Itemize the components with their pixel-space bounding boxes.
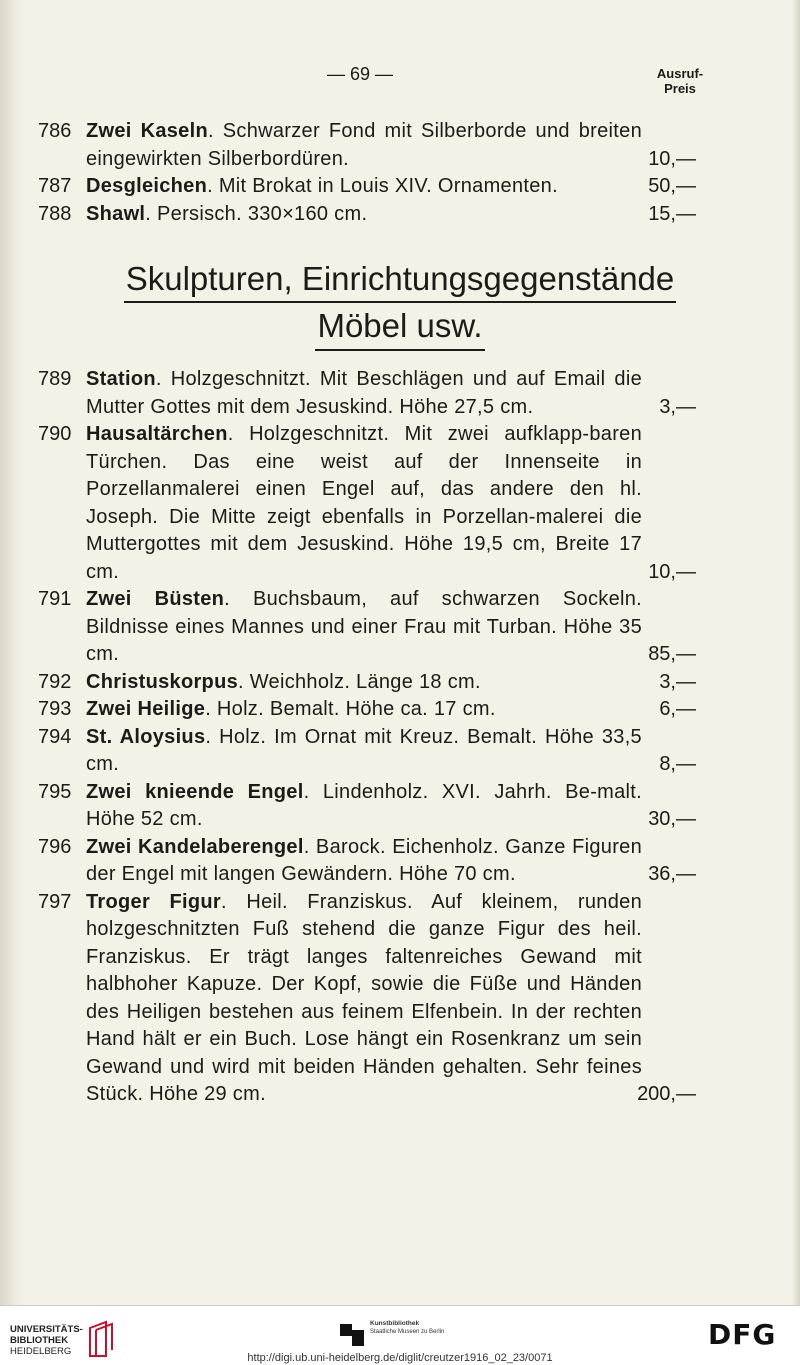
- catalog-entry: [0, 173, 800, 201]
- entry-description: . Holzgeschnitzt. Mit Beschlägen und auf Email die Mutter Gottes mit dem Jesuskind. Höhe 27,5 cm.: [86, 368, 642, 418]
- entry-price: 30,—: [648, 808, 696, 830]
- entry-name: Zwei Büsten: [86, 588, 225, 610]
- entry-name: Desgleichen: [86, 175, 208, 197]
- entry-text: [86, 834, 642, 889]
- entry-price: 200,—: [637, 1083, 696, 1105]
- entry-description: . Holzgeschnitzt. Mit zwei aufklapp-baren Türchen. Das eine weist auf der Innenseite in Porzellanmalerei einen Engel auf, das andere den hl. Joseph. Die Mitte zeigt ebenfalls in Porzellan-malerei die Muttergottes mit dem Jesuskind. Höhe 19,5 cm, Breite 17 cm.: [86, 423, 642, 583]
- entry-name: Shawl: [86, 202, 146, 225]
- entries-main: [0, 366, 800, 1109]
- entry-number: 791: [38, 588, 72, 610]
- page-number: — 69 —: [326, 64, 394, 84]
- entry-number: 794: [38, 725, 72, 748]
- entry-number: 792: [38, 670, 72, 693]
- catalog-entry: [0, 201, 800, 229]
- entry-text: [86, 779, 642, 834]
- entry-name: Christuskorpus: [86, 670, 239, 693]
- entry-name: Zwei Kaseln: [86, 120, 208, 142]
- entry-price: 85,—: [648, 643, 696, 665]
- kunstbibliothek-logo[interactable]: [340, 1318, 480, 1348]
- price-header-line-2: Preis: [664, 81, 696, 96]
- kb-line-1: Kunstbibliothek: [370, 1320, 420, 1327]
- entry-description: . Buchsbaum, auf schwarzen Sockeln. Bildnisse eines Mannes und einer Frau mit Turban. Höhe 35 cm.: [86, 588, 643, 665]
- catalog-entry: [0, 834, 800, 889]
- entry-description: . Holz. Bemalt. Höhe ca. 17 cm.: [205, 698, 496, 720]
- entry-name: St. Aloysius: [86, 725, 206, 748]
- entry-description: . Persisch. 330×160 cm.: [145, 202, 368, 225]
- entry-price: 3,—: [659, 395, 696, 418]
- catalog-entry: [0, 366, 800, 421]
- entry-text: [86, 173, 642, 201]
- price-column-header: [620, 66, 740, 96]
- entry-name: Station: [86, 368, 156, 390]
- entry-name: Troger Figur: [86, 890, 221, 913]
- entry-text: [86, 366, 642, 421]
- entry-text: [86, 421, 642, 586]
- catalog-entry: [0, 889, 800, 1109]
- uni-line-2: BIBLIOTHEK: [10, 1335, 69, 1346]
- catalog-entry: [0, 421, 800, 586]
- entries-top: [0, 118, 800, 228]
- entry-price: 50,—: [648, 175, 696, 197]
- entry-number: 787: [38, 175, 72, 197]
- entry-price: 36,—: [648, 863, 696, 885]
- section-heading: [0, 260, 800, 351]
- entry-number: 786: [38, 120, 72, 142]
- entry-text: [86, 696, 642, 724]
- permalink-url[interactable]: http://digi.ub.uni-heidelberg.de/diglit/creutzer1916_02_23/0071: [247, 1352, 553, 1364]
- price-header-line-1: Ausruf-: [656, 66, 704, 81]
- uni-line-1: UNIVERSITÄTS-: [10, 1324, 83, 1335]
- entry-description: . Heil. Franziskus. Auf kleinem, runden holzgeschnitzten Fuß stehend die ganze Figur des heil. Franziskus. Er trägt langes faltenreiches Gewand mit halbhoher Kapuze. Der Kopf, sowie die Füße und Händen des Heiligen bestehen aus feinem Elfenbein. In der rechten Hand hält er ein Buch. Lose hängt ein Rosenkranz um sein Gewand und wird mit beiden Händen gehalten. Sehr feines Stück. Höhe 29 cm.: [86, 890, 642, 1105]
- entry-number: 793: [38, 698, 72, 720]
- entry-text: [86, 118, 642, 173]
- entry-number: 790: [38, 423, 72, 445]
- entry-price: 15,—: [648, 202, 696, 225]
- dfg-logo[interactable]: DFG: [708, 1318, 777, 1351]
- entry-number: 795: [38, 780, 72, 803]
- kb-line-2: Staatliche Museen zu Berlin: [370, 1329, 445, 1335]
- entry-number: 788: [38, 202, 72, 225]
- entry-description: . Holz. Im Ornat mit Kreuz. Bemalt. Höhe 33,5 cm.: [86, 725, 642, 775]
- entry-description: . Barock. Eichenholz. Ganze Figuren der Engel mit langen Gewändern. Höhe 70 cm.: [86, 835, 643, 885]
- page-header: [0, 62, 800, 102]
- entry-price: 3,—: [659, 670, 696, 693]
- catalog-entry: [0, 669, 800, 697]
- catalog-entry: [0, 118, 800, 173]
- entry-price: 10,—: [648, 147, 696, 170]
- entry-text: [86, 724, 642, 779]
- entry-price: 6,—: [659, 698, 696, 720]
- catalog-entry: [0, 696, 800, 724]
- catalog-entry: [0, 586, 800, 669]
- entry-description: . Lindenholz. XVI. Jahrh. Be-malt. Höhe 52 cm.: [86, 780, 642, 830]
- section-title-line-2: Möbel usw.: [315, 307, 484, 351]
- entry-price: 10,—: [648, 560, 696, 583]
- entry-text: [86, 889, 642, 1109]
- uni-line-3: HEIDELBERG: [10, 1346, 72, 1357]
- entry-description: . Weichholz. Länge 18 cm.: [238, 670, 481, 693]
- entry-name: Hausaltärchen: [86, 423, 228, 445]
- entry-name: Zwei knieende Engel: [86, 780, 304, 803]
- entry-description: . Schwarzer Fond mit Silberborde und breiten eingewirkten Silberbordüren.: [86, 120, 642, 170]
- entry-price: 8,—: [659, 753, 696, 775]
- catalog-entry: [0, 724, 800, 779]
- catalog-entry: [0, 779, 800, 834]
- entry-name: Zwei Heilige: [86, 698, 206, 720]
- entry-name: Zwei Kandelaberengel: [86, 835, 304, 858]
- entry-number: 796: [38, 835, 72, 858]
- section-title-line-1: Skulpturen, Einrichtungsgegenstände: [124, 260, 677, 303]
- entry-text: [86, 669, 642, 697]
- entry-number: 797: [38, 890, 72, 913]
- entry-description: . Mit Brokat in Louis XIV. Ornamenten.: [207, 175, 558, 197]
- entry-text: [86, 201, 642, 229]
- kunstbibliothek-icon: [340, 1322, 364, 1346]
- footer-bar: [0, 1305, 800, 1365]
- entry-text: [86, 586, 642, 669]
- kunstbibliothek-text: [370, 1320, 444, 1336]
- entry-number: 789: [38, 368, 72, 390]
